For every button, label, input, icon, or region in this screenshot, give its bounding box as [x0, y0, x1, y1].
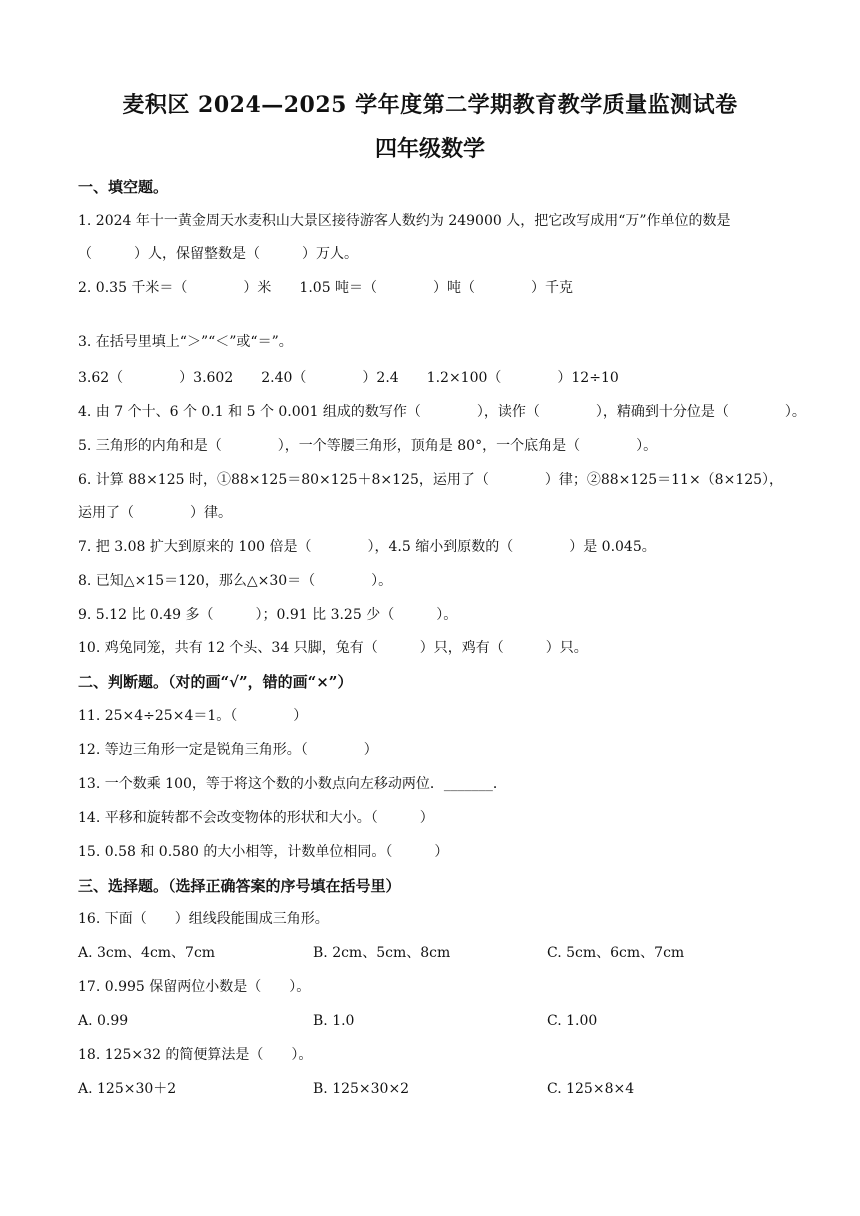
- question-5: 5. 三角形的内角和是（ ），一个等腰三角形，顶角是 80°，一个底角是（ ）。: [78, 438, 658, 454]
- question-9: 9. 5.12 比 0.49 多（ ）；0.91 比 3.25 少（ ）。: [78, 607, 458, 623]
- question-1-line-1: 1. 2024 年十一黄金周天水麦积山大景区接待游客人数约为 249000 人，把它改写成用“万”作单位的数是: [78, 213, 731, 229]
- question-4: 4. 由 7 个十、6 个 0.1 和 5 个 0.001 组成的数写作（ ），读作（ ），精确到十分位是（ ）。: [78, 404, 806, 420]
- question-16: 16. 下面（ ）组线段能围成三角形。: [78, 911, 329, 927]
- question-18: 18. 125×32 的简便算法是（ ）。: [78, 1047, 313, 1063]
- question-13: 13. 一个数乘 100，等于将这个数的小数点向左移动两位．_______．: [78, 776, 507, 792]
- section-heading-fill-in: 一、填空题。: [78, 178, 169, 196]
- question-10: 10. 鸡兔同笼，共有 12 个头、34 只脚，兔有（ ）只，鸡有（ ）只。: [78, 640, 588, 656]
- question-6-line-2: 运用了（ ）律。: [78, 505, 232, 521]
- section-heading-true-false: 二、判断题。（对的画“√”，错的画“×”）: [78, 673, 353, 691]
- exam-subtitle: 四年级数学: [374, 136, 485, 162]
- question-18-option-c: C. 125×8×4: [547, 1081, 635, 1097]
- question-16-option-a: A. 3cm、4cm、7cm: [78, 945, 216, 961]
- question-1-line-2: （ ）人，保留整数是（ ）万人。: [78, 246, 358, 262]
- question-17: 17. 0.995 保留两位小数是（ ）。: [78, 979, 311, 995]
- question-15: 15. 0.58 和 0.580 的大小相等，计数单位相同。（ ）: [78, 844, 449, 860]
- question-11: 11. 25×4÷25×4＝1。（ ）: [78, 708, 308, 724]
- question-3: 3. 在括号里填上“＞”“＜”或“＝”。: [78, 334, 293, 350]
- question-17-option-a: A. 0.99: [78, 1013, 129, 1029]
- question-17-option-b: B. 1.0: [313, 1013, 355, 1029]
- question-17-option-c: C. 1.00: [547, 1013, 598, 1029]
- question-2: 2. 0.35 千米＝（ ）米 1.05 吨＝（ ）吨（ ）千克: [78, 280, 574, 296]
- question-6-line-1: 6. 计算 88×125 时，①88×125＝80×125＋8×125，运用了（ ）律；②88×125＝11×（8×125），: [78, 472, 784, 488]
- question-8: 8. 已知△×15＝120，那么△×30＝（ ）。: [78, 573, 393, 589]
- question-3-items: 3.62（ ）3.602 2.40（ ）2.4 1.2×100（ ）12÷10: [78, 370, 619, 386]
- section-heading-multiple-choice: 三、选择题。（选择正确答案的序号填在括号里）: [78, 877, 401, 895]
- question-18-option-b: B. 125×30×2: [313, 1081, 410, 1097]
- question-16-option-c: C. 5cm、6cm、7cm: [547, 945, 685, 961]
- question-14: 14. 平移和旋转都不会改变物体的形状和大小。（ ）: [78, 810, 434, 826]
- question-16-option-b: B. 2cm、5cm、8cm: [313, 945, 451, 961]
- question-18-option-a: A. 125×30＋2: [78, 1081, 177, 1097]
- exam-title: 麦积区 2024—2025 学年度第二学期教育教学质量监测试卷: [122, 92, 738, 118]
- question-12: 12. 等边三角形一定是锐角三角形。（ ）: [78, 742, 378, 758]
- question-7: 7. 把 3.08 扩大到原来的 100 倍是（ ），4.5 缩小到原数的（ ）是 0.045。: [78, 539, 656, 555]
